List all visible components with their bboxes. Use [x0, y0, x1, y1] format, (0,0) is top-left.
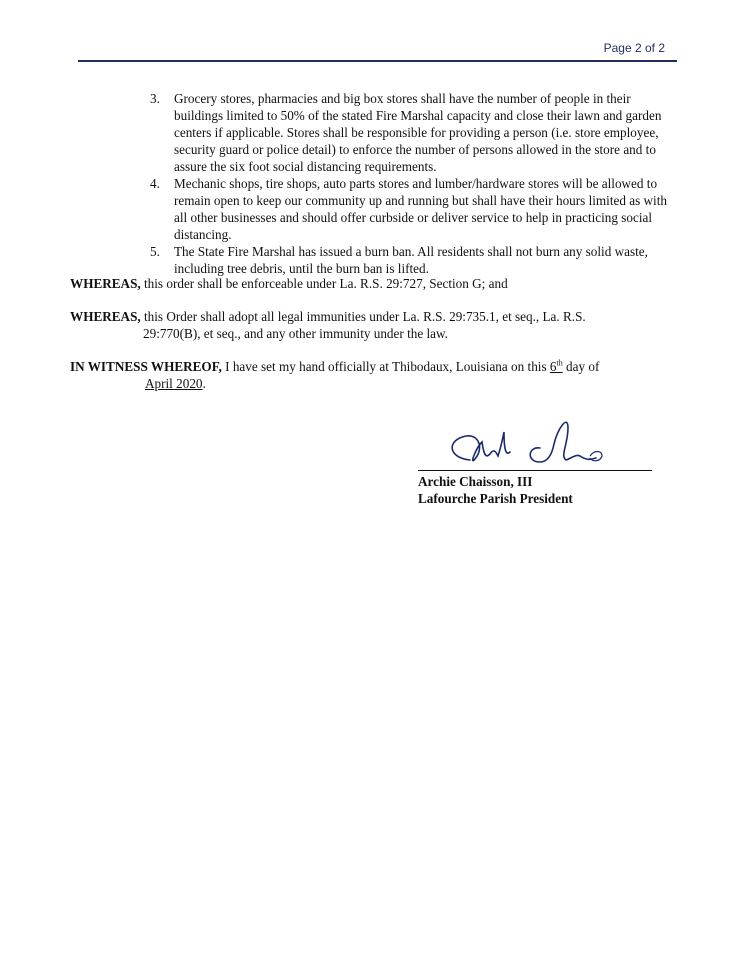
witness-date-line — [70, 375, 680, 392]
list-number: 5. — [150, 244, 160, 259]
witness-day-word: day of — [562, 359, 600, 374]
list-item-5 — [150, 243, 675, 277]
signatory-name: Archie Chaisson, III — [418, 474, 533, 489]
whereas-immunities-paragraph — [70, 308, 680, 342]
page-number-header: Page 2 of 2 — [603, 41, 665, 55]
header-rule — [78, 60, 677, 62]
witness-text: I have set my hand officially at Thibodaux, Louisiana on this — [221, 359, 550, 374]
list-number: 4. — [150, 176, 160, 191]
day-number: 6 — [549, 359, 557, 374]
list-item-4 — [150, 175, 675, 243]
witness-date: April 2020 — [145, 376, 203, 391]
signature-line — [418, 470, 652, 471]
whereas-lead: WHEREAS, — [70, 309, 141, 324]
witness-paragraph — [70, 358, 680, 392]
list-text: Grocery stores, pharmacies and big box stores shall have the number of people in their buildings limited to 50% of the stated Fire Marshal capacity and close their lawn and garden centers if applicable. Stores shall be responsible for providing a person (i.e. store employee, security guard or police detail) to enforce the number of persons allowed in the store and to assure the six foot social distancing requirements. — [174, 91, 662, 174]
witness-lead: IN WITNESS WHEREOF, — [70, 359, 222, 374]
list-number: 3. — [150, 91, 160, 106]
numbered-list — [150, 90, 675, 277]
whereas-text-line2: 29:770(B), et seq., and any other immunity under the law. — [143, 326, 448, 341]
list-item-3 — [150, 90, 675, 175]
whereas-enforceable-paragraph — [70, 275, 680, 292]
whereas-text-line1: this Order shall adopt all legal immunities under La. R.S. 29:735.1, et seq., La. R.S. — [140, 309, 586, 324]
list-text: The State Fire Marshal has issued a burn ban. All residents shall not burn any solid waste, including tree debris, until the burn ban is lifted. — [174, 244, 648, 276]
signatory-title: Lafourche Parish President — [418, 491, 573, 506]
whereas-lead: WHEREAS, — [70, 276, 141, 291]
witness-day — [550, 359, 563, 374]
whereas-text: this order shall be enforceable under La. R.S. 29:727, Section G; and — [140, 276, 508, 291]
day-suffix: th — [556, 358, 563, 368]
handwritten-signature — [440, 410, 610, 470]
list-text: Mechanic shops, tire shops, auto parts stores and lumber/hardware stores will be allowed to remain open to keep our community up and running but shall have their hours limited as with all other businesses and should offer curbside or deliver service to help in practicing social distancing. — [174, 176, 667, 242]
witness-end: . — [202, 376, 206, 391]
